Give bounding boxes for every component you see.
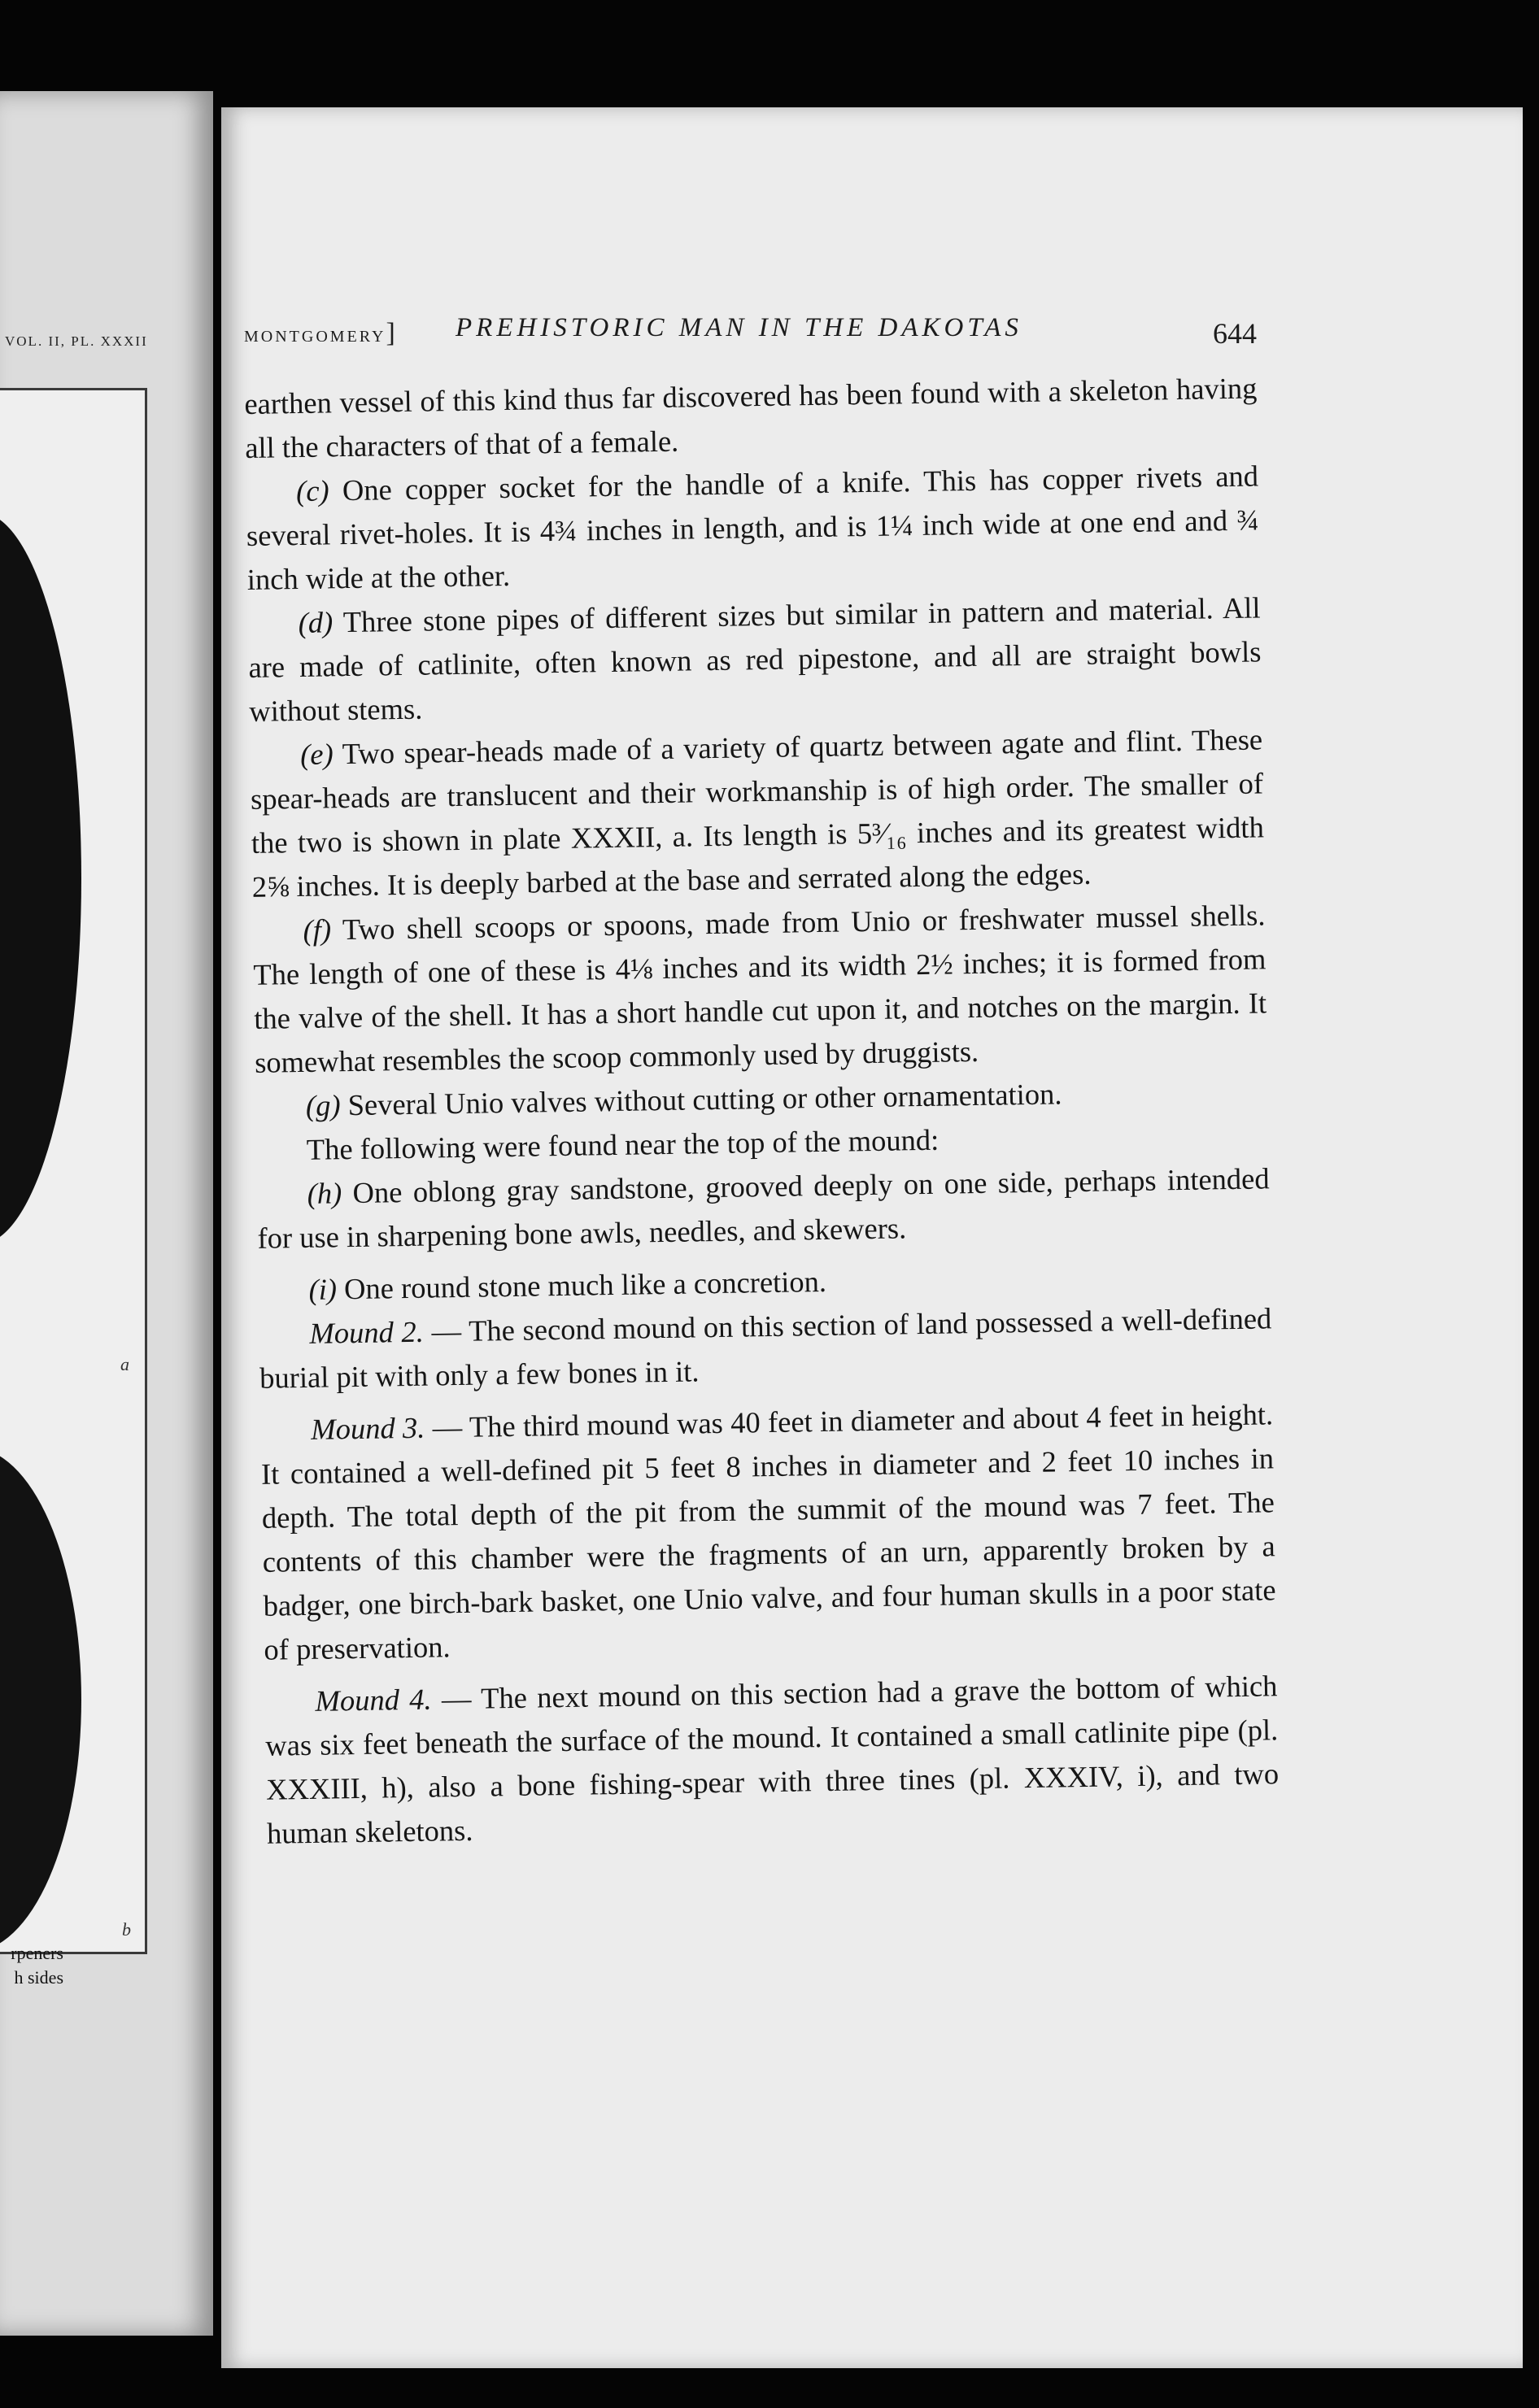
- running-head: [244, 313, 1257, 354]
- paragraph-item-e: (e) Two spear-heads made of a variety of quartz between agate and flint. These spear-heads are translucent and their workmanship is of high order. The smaller of the two is shown in plate XXXII, a. Its length is 5³⁄₁₆ inches and its greatest width 2⅝ inches. It is deeply barbed at the base and serrated along the edges.: [250, 722, 1265, 904]
- page-number: 644: [1213, 317, 1257, 350]
- running-head-author: MONTGOMERY]: [244, 318, 398, 348]
- plate-specimen-upper: [0, 512, 81, 1244]
- paragraph-item-i: (i) One round stone much like a concretion.: [308, 1264, 827, 1306]
- paragraph-mound-3: Mound 3. — The third mound was 40 feet in diameter and about 4 feet in height. It contained a well-defined pit 5 feet 8 inches in diameter and 2 feet 10 inches in depth. The total depth of the pit from the summit of the mound was 7 feet. The contents of this chamber were the fragments of an urn, apparently broken by a badger, one birch-bark basket, one Unio valve, and four human skulls in a poor state of preservation.: [260, 1397, 1276, 1666]
- plate-specimen-lower: [0, 1448, 81, 1952]
- paragraph-continuation: earthen vessel of this kind thus far discovered has been found with a skeleton having all the characters of that of a female.: [244, 371, 1258, 464]
- plate-caption-line: rpeners: [11, 1943, 63, 1963]
- left-facing-page: [0, 91, 213, 2336]
- paragraph-mound-2: Mound 2. — The second mound on this section of land possessed a well-defined burial pit with only a few bones in it.: [259, 1301, 1272, 1395]
- plate-mark-a: a: [120, 1354, 129, 1374]
- plate-figure: [0, 388, 147, 1954]
- paragraph-item-c: (c) One copper socket for the handle of a knife. This has copper rivets and several rivet-holes. It is 4¾ inches in length, and is 1¼ inch wide at one end and ¾ inch wide at the other.: [246, 459, 1260, 596]
- paragraph-item-d: (d) Three stone pipes of different sizes but similar in pattern and material. All are made of catlinite, often known as red pipestone, and all are straight bowls without stems.: [248, 590, 1262, 728]
- plate-caption: [7, 1941, 63, 1990]
- paragraph-item-h: (h) One oblong gray sandstone, grooved deeply on one side, perhaps intended for use in sharpening bone awls, needles, and skewers.: [257, 1161, 1270, 1255]
- running-head-title: PREHISTORIC MAN IN THE DAKOTAS: [456, 313, 1022, 342]
- paragraph-intro-top-finds: The following were found near the top of the mound:: [306, 1122, 940, 1166]
- left-page-header: VOL. II, PL. XXXII: [5, 333, 148, 349]
- plate-caption-line: h sides: [14, 1967, 63, 1988]
- body-text: [244, 366, 1280, 1855]
- paragraph-mound-4: Mound 4. — The next mound on this section had a grave the bottom of which was six feet beneath the surface of the mound. It contained a small catlinite pipe (pl. XXXIII, h), also a bone fishing-spear with three tines (pl. XXXIV, i), and two human skeletons.: [265, 1669, 1280, 1850]
- paragraph-item-g: (g) Several Unio valves without cutting or other ornamentation.: [305, 1077, 1062, 1122]
- paragraph-item-f: (f) Two shell scoops or spoons, made from Unio or freshwater mussel shells. The length of one of these is 4⅛ inches and its width 2½ inches; it is formed from the valve of the shell. It has a short handle cut upon it, and notches on the margin. It somewhat resembles the scoop commonly used by druggists.: [253, 898, 1267, 1079]
- plate-mark-b: b: [122, 1919, 131, 1940]
